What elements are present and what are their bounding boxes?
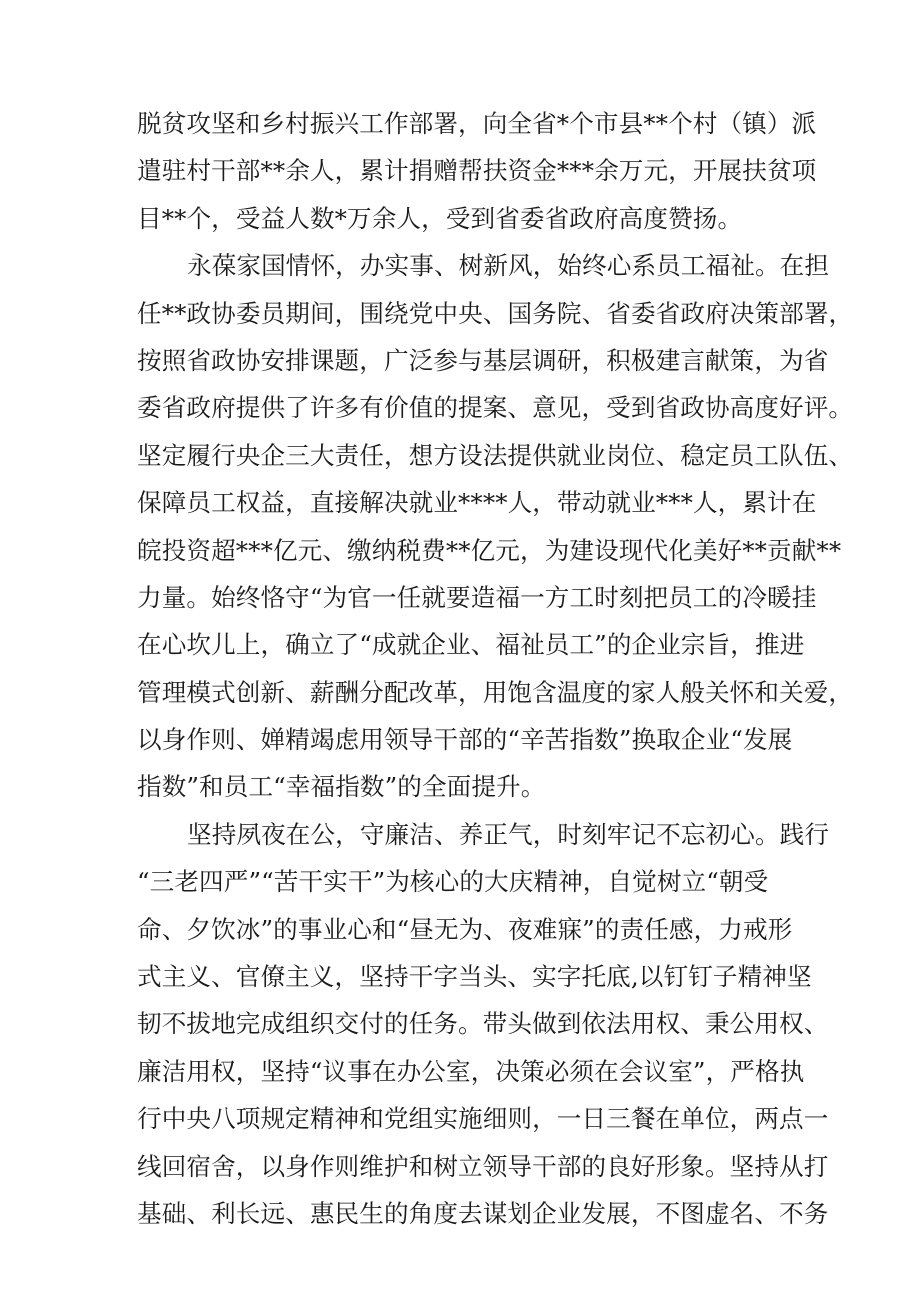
text-line: 坚持夙夜在公，守廉洁、养正气，时刻牢记不忘初心。践行 (187, 819, 830, 849)
text-line: 目**个，受益人数*万余人，受到省委省政府高度赞扬。 (137, 203, 743, 233)
text-line: 命、夕饮冰”的事业心和“昼无为、夜难寐”的责任感，力戒形 (137, 914, 793, 944)
text-line: 保障员工权益，直接解决就业****人，带动就业***人，累计在 (137, 488, 817, 518)
text-line: 行中央八项规定精神和党组实施细则，一日三餐在单位，两点一 (137, 1104, 829, 1134)
text-line: 力量。始终恪守“为官一任就要造福一方工时刻把员工的冷暖挂 (137, 582, 817, 612)
text-line: 韧不拔地完成组织交付的任务。带头做到依法用权、秉公用权、 (137, 1009, 829, 1039)
text-line: 以身作则、婵精竭虑用领导干部的“辛苦指数”换取企业“发展 (137, 725, 793, 755)
text-line: 遣驻村干部**余人，累计捐赠帮扶资金***余万元，开展扶贫项 (137, 156, 817, 186)
text-line: 按照省政协安排课题，广泛参与基层调研，积极建言献策，为省 (137, 345, 829, 375)
text-line: 永葆家国情怀，办实事、树新风，始终心系员工福祉。在担 (187, 251, 830, 281)
text-line: 皖投资超***亿元、缴纳税费**亿元，为建设现代化美好**贡献** (137, 535, 842, 565)
text-line: 基础、利长远、惠民生的角度去谋划企业发展，不图虚名、不务 (137, 1198, 829, 1228)
text-line: 任**政协委员期间，围绕党中央、国务院、省委省政府决策部署， (137, 298, 854, 328)
text-line: 式主义、官僚主义，坚持干字当头、实字托底,以钉钉子精神坚 (137, 962, 812, 992)
document-body (137, 100, 854, 1237)
paragraph-1 (137, 100, 817, 242)
text-line: 线回宿舍，以身作则维护和树立领导干部的良好形象。坚持从打 (137, 1151, 829, 1181)
text-line: 在心坎儿上，确立了“成就企业、福祉员工”的企业宗旨，推进 (137, 630, 805, 660)
text-line: 指数”和员工“幸福指数”的全面提升。 (137, 772, 546, 802)
text-line: 廉洁用权，坚持“议事在办公室，决策必须在会议室”，严格执 (137, 1056, 805, 1086)
paragraph-2 (137, 242, 854, 811)
text-line: “三老四严”“苦干实干”为核心的大庆精神，自觉树立“朝受 (137, 867, 769, 897)
text-line: 坚定履行央企三大责任，想方设法提供就业岗位、稳定员工队伍、 (137, 440, 854, 470)
text-line: 脱贫攻坚和乡村振兴工作部署，向全省*个市县**个村（镇）派 (137, 109, 817, 138)
paragraph-3 (137, 811, 830, 1238)
text-line: 管理模式创新、薪酬分配改革，用饱含温度的家人般关怀和关爱， (137, 677, 854, 707)
text-line: 委省政府提供了许多有价值的提案、意见，受到省政协高度好评。 (137, 393, 854, 423)
